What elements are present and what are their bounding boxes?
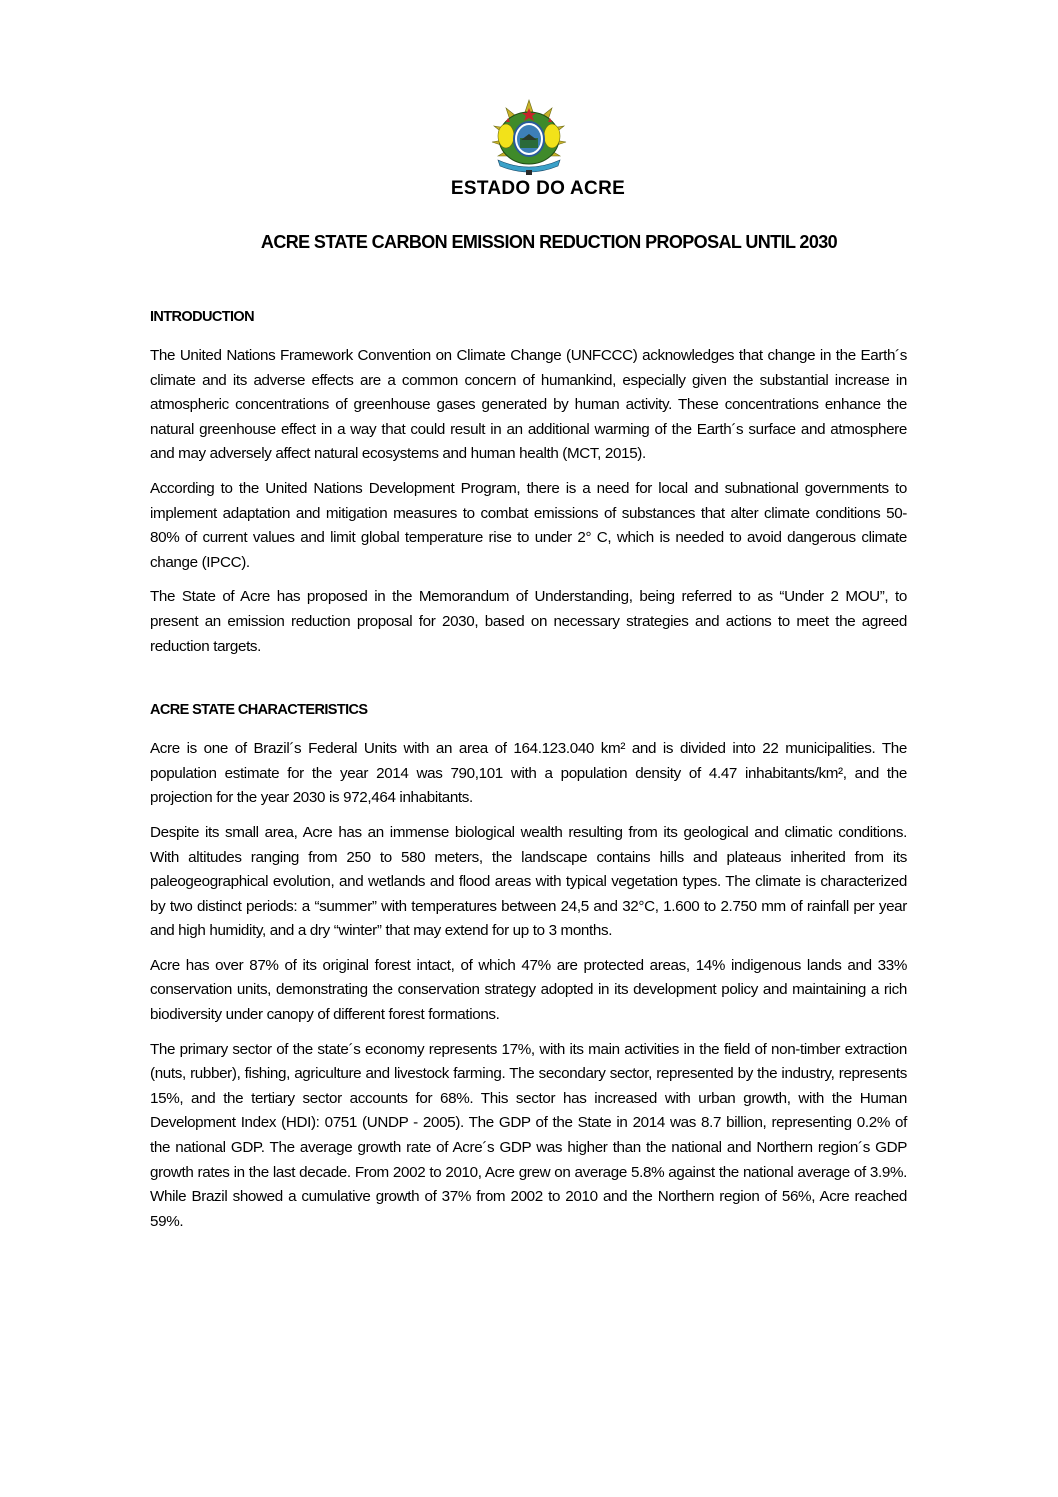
paragraph: Despite its small area, Acre has an immense biological wealth resulting from its geological and climatic conditions. With altitudes ranging from 250 to 580 meters, the landscape contains hills and plateaus inherited from its paleogeographical evolution, and wetlands and flood areas with typical vegetation types. The climate is characterized by two distinct periods: a “summer” with temperatures between 24,5 and 32°C, 1.600 to 2.750 mm of rainfall per year and high humidity, and a dry “winter” that may extend for up to 3 months. — [150, 823, 907, 940]
paragraph: Acre has over 87% of its original forest intact, of which 47% are protected areas, 14% indigenous lands and 33% conservation units, demonstrating the conservation strategy adopted in its development policy and maintaining a rich biodiversity under canopy of different forest formations. — [150, 956, 907, 1024]
coat-of-arms-graphic — [486, 96, 572, 176]
document-body — [150, 306, 907, 1244]
section-acre-state-characteristics — [150, 699, 907, 1234]
section-heading: ACRE STATE CHARACTERISTICS — [150, 702, 368, 719]
section-introduction — [150, 306, 907, 659]
document-title: ACRE STATE CARBON EMISSION REDUCTION PROPOSAL UNTIL 2030 — [260, 232, 838, 252]
paragraph: The primary sector of the state´s economy represents 17%, with its main activities in the field of non-timber extraction (nuts, rubber), fishing, agriculture and livestock farming. The secondary sector, represented by the industry, represents 15%, and the tertiary sector accounts for 68%. This sector has increased with urban growth, with the Human Development Index (HDI): 0751 (UNDP - 2005). The GDP of the State in 2014 was 8.7 billion, representing 0.2% of the national GDP. The average growth rate of Acre´s GDP was higher than the national and Northern region´s GDP growth rates in the last decade. From 2002 to 2010, Acre grew on average 5.8% against the national average of 3.9%. While Brazil showed a cumulative growth of 37% from 2002 to 2010 and the Northern region of 56%, Acre reached 59%. — [150, 1040, 907, 1230]
paragraph: According to the United Nations Development Program, there is a need for local and subnational governments to implement adaptation and mitigation measures to combat emissions of substances that alter climate conditions 50-80% of current values and limit global temperature rise to under 2° C, which is needed to avoid dangerous climate change (IPCC). — [150, 479, 907, 571]
paragraph: Acre is one of Brazil´s Federal Units with an area of 164.123.040 km² and is divided into 22 municipalities. The population estimate for the year 2014 was 790,101 with a population density of 4.47 inhabitants/km², and the projection for the year 2030 is 972,464 inhabitants. — [150, 740, 907, 807]
acre-state-coat-of-arms-icon — [486, 96, 572, 176]
section-spacer — [150, 669, 907, 699]
section-heading: INTRODUCTION — [150, 309, 254, 325]
paragraph: The United Nations Framework Convention on Climate Change (UNFCCC) acknowledges that change in the Earth´s climate and its adverse effects are a common concern of humankind, especially given the substantial increase in atmospheric concentrations of greenhouse gases generated by human activity. These concentrations enhance the natural greenhouse effect in a way that could result in an additional warming of the Earth´s surface and atmosphere and may adversely affect natural ecosystems and human health (MCT, 2015). — [150, 347, 907, 463]
paragraph: The State of Acre has proposed in the Memorandum of Understanding, being referred to as “Under 2 MOU”, to present an emission reduction proposal for 2030, based on necessary strategies and actions to meet the agreed reduction targets. — [150, 588, 907, 655]
organization-name: ESTADO DO ACRE — [450, 178, 626, 199]
